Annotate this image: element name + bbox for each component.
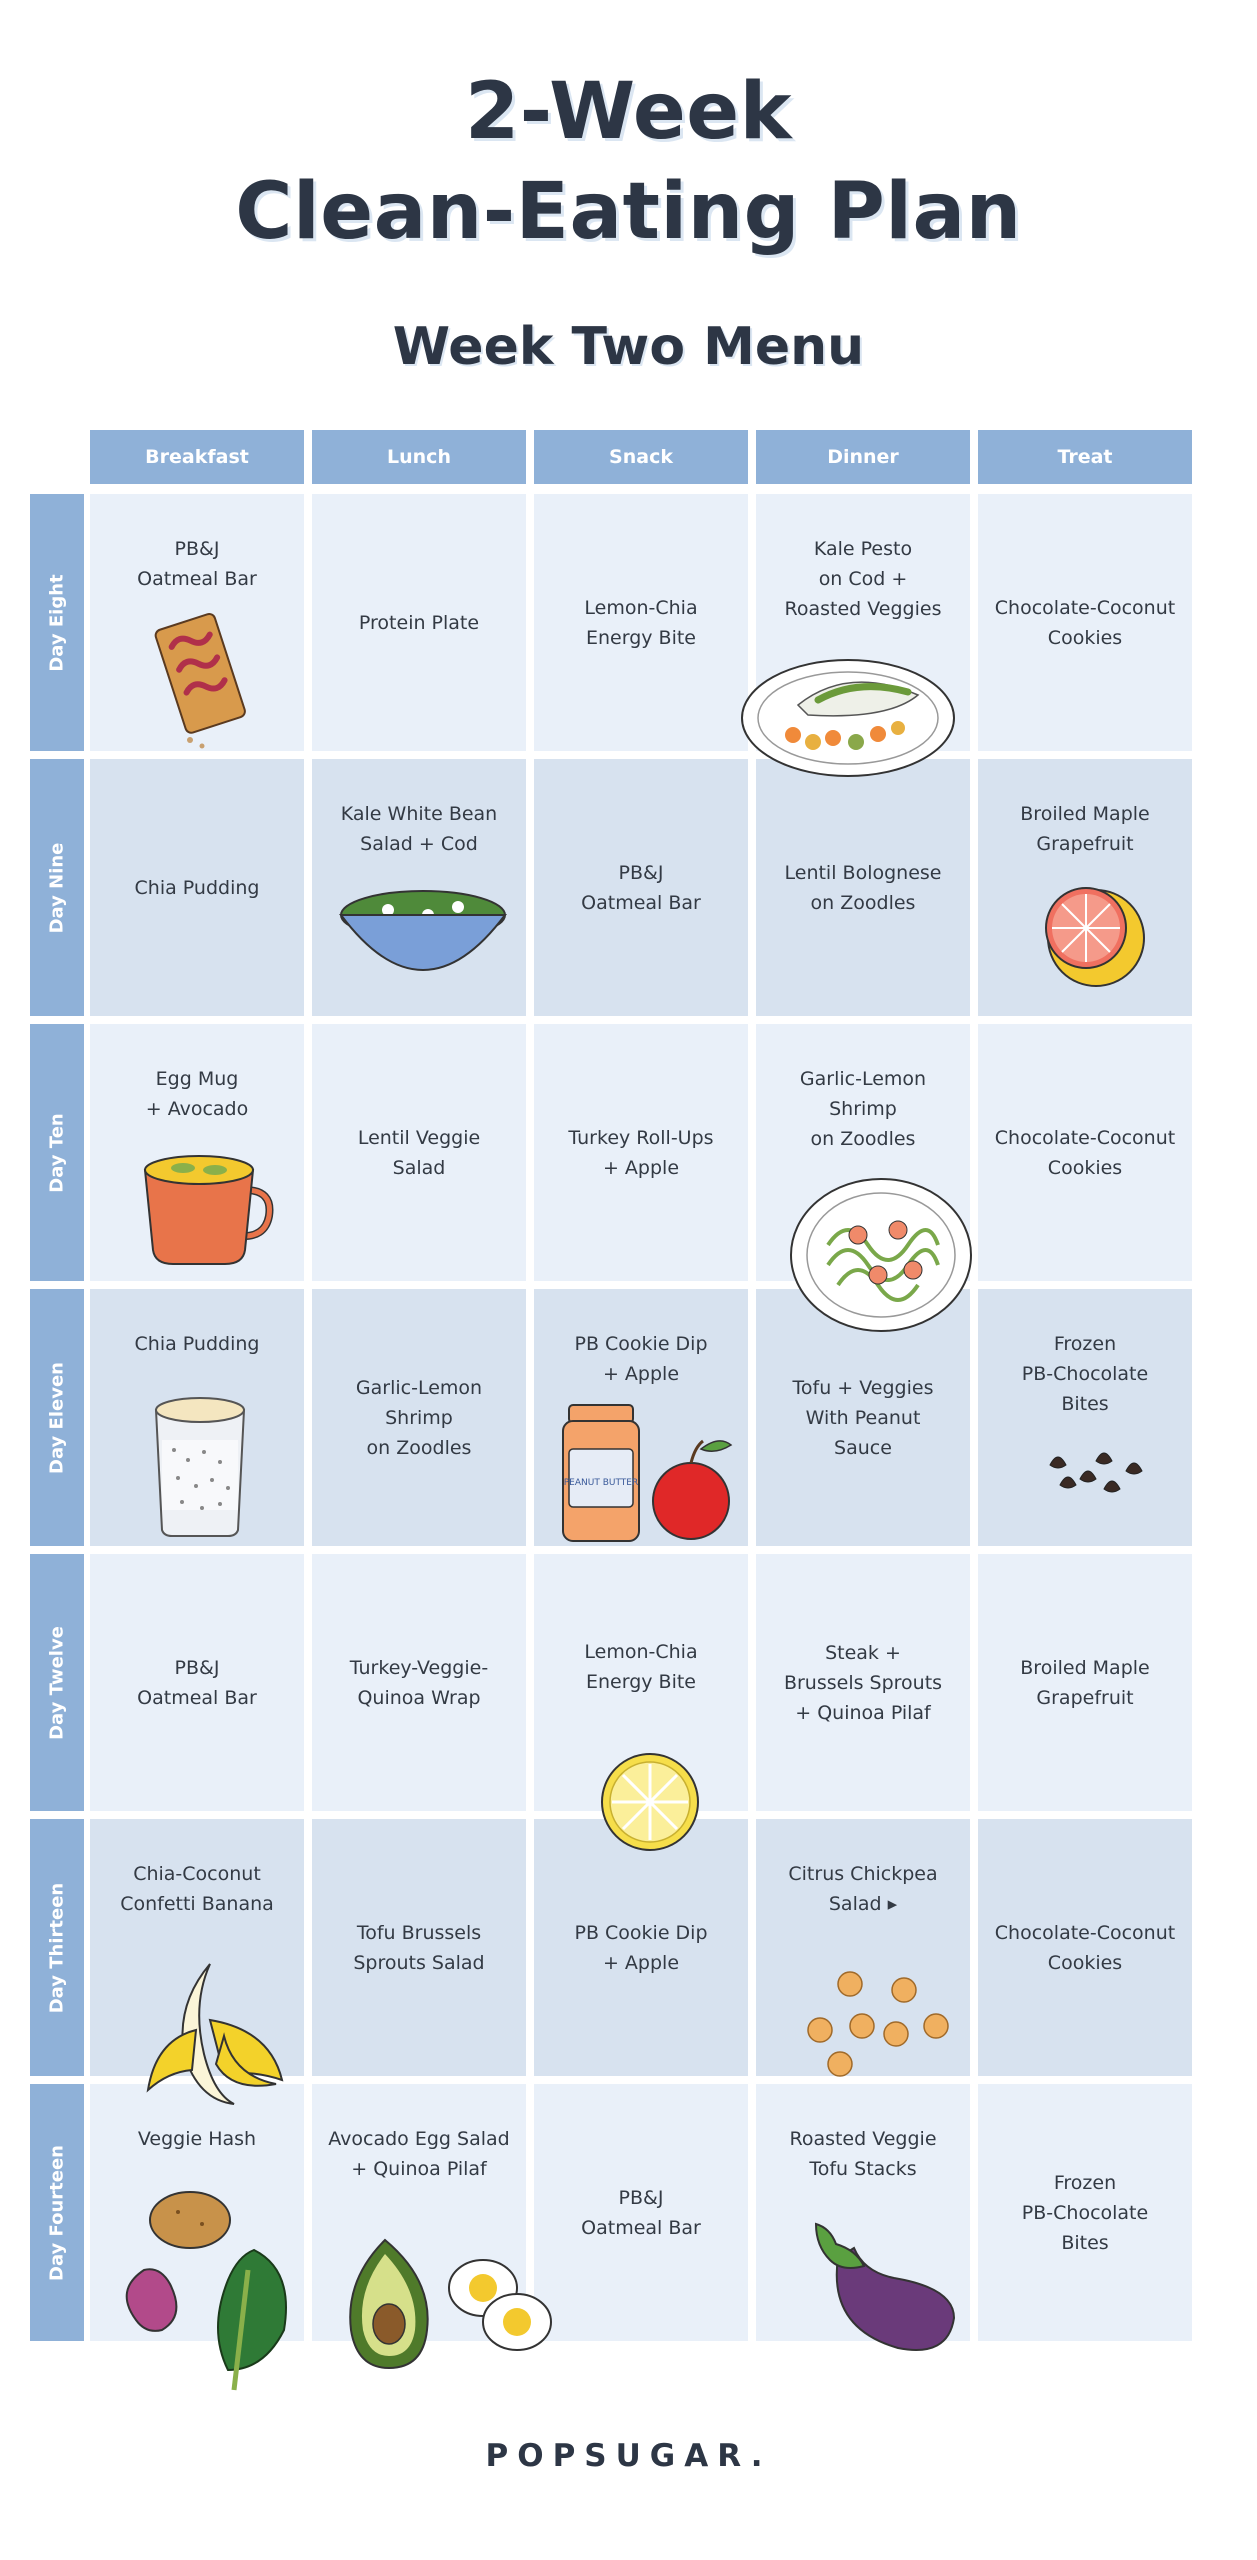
row-header-day-eight bbox=[30, 494, 84, 751]
meal-text: Roasted Veggie Tofu Stacks bbox=[789, 2128, 937, 2180]
meal-cell-day12-treat bbox=[978, 1554, 1192, 1811]
chia-jar-icon bbox=[150, 1390, 250, 1540]
meal-cell-day9-dinner bbox=[756, 759, 970, 1016]
row-label: Day Nine bbox=[46, 842, 68, 933]
oatmeal-bar-icon bbox=[140, 600, 270, 750]
meal-text: PB&J Oatmeal Bar bbox=[137, 538, 257, 590]
meal-text: Steak + Brussels Sprouts + Quinoa Pilaf bbox=[783, 1641, 943, 1724]
meal-text: Lemon-Chia Energy Bite bbox=[584, 1641, 698, 1694]
meal-cell-day8-snack bbox=[534, 494, 748, 751]
row-header-day-twelve bbox=[30, 1554, 84, 1811]
meal-text: Tofu + Veggies With Peanut Sauce bbox=[792, 1376, 934, 1459]
meal-text: Chocolate-Coconut Cookies bbox=[994, 596, 1176, 649]
mug-icon bbox=[135, 1150, 275, 1270]
meal-text: Chocolate-Coconut Cookies bbox=[994, 1126, 1176, 1179]
meal-text: Turkey Roll-Ups + Apple bbox=[568, 1126, 714, 1179]
column-header-dinner: Dinner bbox=[756, 430, 970, 484]
meal-text: PB&J Oatmeal Bar bbox=[581, 861, 701, 914]
meal-cell-day13-snack bbox=[534, 1819, 748, 2076]
row-header-day-thirteen bbox=[30, 1819, 84, 2076]
jar-label: PEANUT BUTTER bbox=[563, 1478, 639, 1488]
grapefruit-icon bbox=[1038, 880, 1148, 990]
meal-text: PB Cookie Dip + Apple bbox=[574, 1921, 708, 1974]
meal-text: Lemon-Chia Energy Bite bbox=[584, 596, 698, 649]
meal-cell-day8-lunch bbox=[312, 494, 526, 751]
plate-icon bbox=[738, 650, 958, 780]
title-line-2: Clean-Eating Plan bbox=[235, 167, 1022, 257]
salad-bowl-icon bbox=[338, 885, 508, 995]
meal-cell-day10-lunch bbox=[312, 1024, 526, 1281]
meal-text: Turkey-Veggie- Quinoa Wrap bbox=[349, 1656, 489, 1709]
meal-text: Garlic-Lemon Shrimp on Zoodles bbox=[799, 1068, 927, 1150]
meal-text: Egg Mug + Avocado bbox=[145, 1068, 249, 1120]
meal-text: Lentil Bolognese on Zoodles bbox=[784, 861, 942, 914]
meal-text: PB Cookie Dip + Apple bbox=[574, 1333, 708, 1385]
eggplant-icon bbox=[808, 2218, 958, 2358]
meal-cell-day12-dinner bbox=[756, 1554, 970, 1811]
row-header-day-ten bbox=[30, 1024, 84, 1281]
meal-cell-day12-breakfast bbox=[90, 1554, 304, 1811]
row-header-day-fourteen bbox=[30, 2084, 84, 2341]
meal-text: Chocolate-Coconut Cookies bbox=[994, 1921, 1176, 1974]
meal-text: Citrus Chickpea Salad ▸ bbox=[788, 1863, 938, 1915]
row-label: Day Eleven bbox=[46, 1361, 68, 1474]
meal-text: Garlic-Lemon Shrimp on Zoodles bbox=[355, 1376, 483, 1459]
banana-icon bbox=[140, 1960, 290, 2110]
meal-cell-day14-snack bbox=[534, 2084, 748, 2341]
row-label: Day Twelve bbox=[46, 1625, 68, 1740]
meal-text: Veggie Hash bbox=[137, 2128, 257, 2150]
row-label: Day Ten bbox=[46, 1112, 68, 1193]
meal-cell-day13-lunch bbox=[312, 1819, 526, 2076]
column-header-breakfast: Breakfast bbox=[90, 430, 304, 484]
meal-text: PB&J Oatmeal Bar bbox=[581, 2186, 701, 2239]
meal-text: Frozen PB-Chocolate Bites bbox=[1021, 2171, 1149, 2254]
meal-cell-day11-lunch bbox=[312, 1289, 526, 1546]
meal-text: Kale White Bean Salad + Cod bbox=[340, 803, 498, 855]
meal-text: Frozen PB-Chocolate Bites bbox=[1021, 1333, 1149, 1415]
meal-text: Chia-Coconut Confetti Banana bbox=[120, 1863, 274, 1915]
column-header-lunch: Lunch bbox=[312, 430, 526, 484]
meal-text: Avocado Egg Salad + Quinoa Pilaf bbox=[328, 2128, 510, 2180]
meal-text: Chia Pudding bbox=[134, 876, 260, 899]
meal-cell-day9-breakfast bbox=[90, 759, 304, 1016]
row-header-day-nine bbox=[30, 759, 84, 1016]
meal-text: Tofu Brussels Sprouts Salad bbox=[353, 1921, 485, 1974]
chickpeas-icon bbox=[800, 1970, 960, 2080]
meal-cell-day9-snack bbox=[534, 759, 748, 1016]
row-label: Day Fourteen bbox=[46, 2144, 68, 2281]
lemon-icon bbox=[598, 1750, 702, 1854]
row-label: Day Thirteen bbox=[46, 1882, 68, 2013]
title-line-1: 2-Week bbox=[464, 67, 793, 157]
meal-text: PB&J Oatmeal Bar bbox=[137, 1656, 257, 1709]
meal-text: Lentil Veggie Salad bbox=[357, 1126, 481, 1179]
chocolate-bites-icon bbox=[1040, 1445, 1150, 1515]
zoodles-plate-icon bbox=[788, 1175, 974, 1335]
brand-logo: POPSUGAR. bbox=[485, 2438, 772, 2474]
meal-text: Broiled Maple Grapefruit bbox=[1020, 1656, 1150, 1709]
row-label: Day Eight bbox=[46, 573, 68, 672]
meal-cell-day8-treat bbox=[978, 494, 1192, 751]
meal-text: Chia Pudding bbox=[134, 1333, 260, 1355]
meal-cell-day13-treat bbox=[978, 1819, 1192, 2076]
row-header-day-eleven bbox=[30, 1289, 84, 1546]
column-header-treat: Treat bbox=[978, 430, 1192, 484]
meal-cell-day14-treat bbox=[978, 2084, 1192, 2341]
page-title bbox=[0, 62, 1257, 262]
meal-cell-day10-snack bbox=[534, 1024, 748, 1281]
meal-cell-day12-lunch bbox=[312, 1554, 526, 1811]
vegetables-icon bbox=[108, 2190, 308, 2400]
column-header-snack: Snack bbox=[534, 430, 748, 484]
meal-text: Kale Pesto on Cod + Roasted Veggies bbox=[784, 538, 942, 620]
meal-cell-day10-treat bbox=[978, 1024, 1192, 1281]
peanut-butter-jar-icon bbox=[555, 1405, 741, 1545]
meal-text: Protein Plate bbox=[358, 611, 480, 634]
meal-text: Broiled Maple Grapefruit bbox=[1020, 803, 1150, 855]
avocado-egg-icon bbox=[345, 2232, 557, 2372]
page-subtitle: Week Two Menu bbox=[392, 317, 865, 377]
